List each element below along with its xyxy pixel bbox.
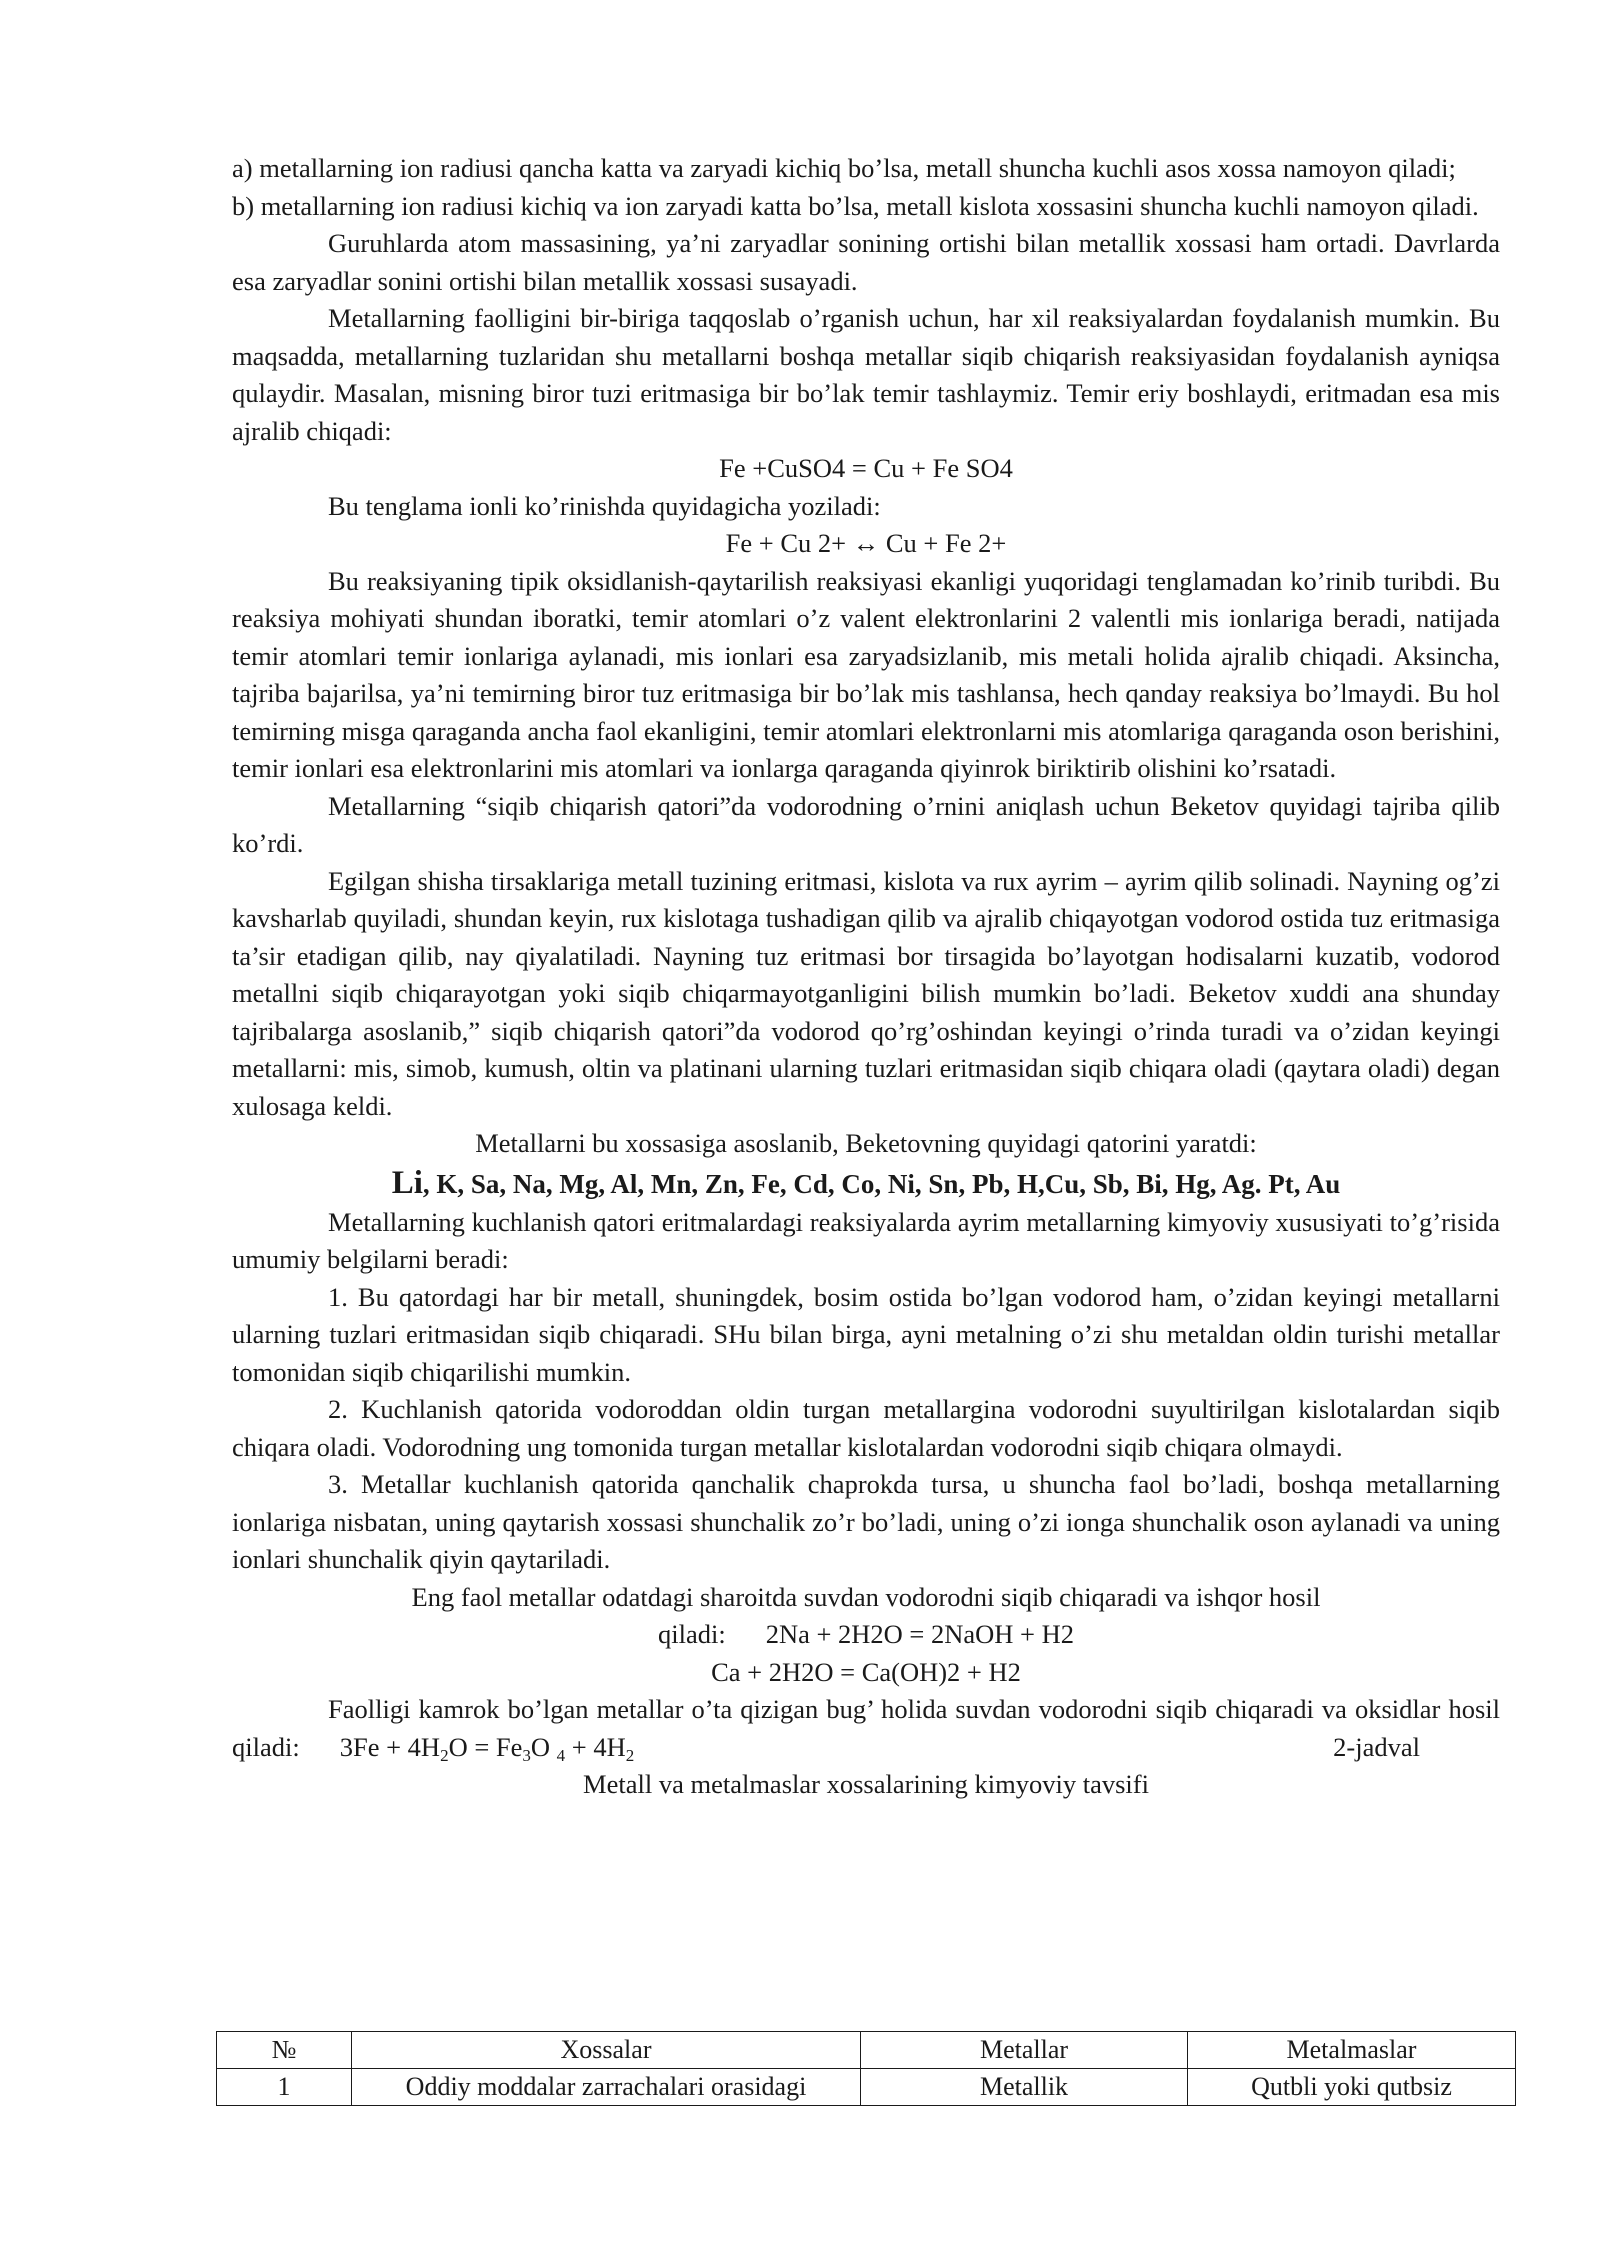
equation-2: Fe + Cu 2+ ↔ Cu + Fe 2+ bbox=[725, 528, 1007, 558]
cell-nonmetals: Qutbli yoki qutbsiz bbox=[1188, 2069, 1516, 2106]
paragraph-groups: Guruhlarda atom massasining, ya’ni zaryadlar sonining ortishi bilan metallik xossasi ham ortadi. Davrlarda esa zaryadlar sonini ortishi bilan metallik xossasi susayadi. bbox=[232, 228, 1500, 296]
table-header-row bbox=[217, 2032, 1516, 2069]
equation-1: Fe +CuSO4 = Cu + Fe SO4 bbox=[719, 453, 1013, 483]
paragraph-rule-2: 2. Kuchlanish qatorida vodoroddan oldin turgan metallargina vodorodni suyultirilgan kislotalardan siqib chiqara oladi. Vodorodning ung tomonida turgan metallar kislotalardan vodorodni siqib chiqara olmaydi. bbox=[232, 1394, 1500, 1462]
paragraph-less-active bbox=[232, 1691, 1500, 1766]
paragraph-a: a) metallarning ion radiusi qancha katta va zaryadi kichiq bo’lsa, metall shuncha kuchli asos xossa namoyon qiladi; bbox=[232, 153, 1456, 183]
paragraph-ionic: Bu tenglama ionli ko’rinishda quyidagicha yoziladi: bbox=[328, 490, 881, 521]
active-metals-continuation: qiladi: bbox=[657, 1619, 726, 1649]
paragraph-b: b) metallarning ion radiusi kichiq va ion zaryadi katta bo’lsa, metall kislota xossasini shuncha kuchli namoyon qiladi. bbox=[232, 190, 1479, 221]
paragraph-voltage: Metallarning kuchlanish qatori eritmalardagi reaksiyalarda ayrim metallarning kimyoviy xususiyati to’g’risida umumiy belgilarni beradi: bbox=[232, 1206, 1500, 1274]
document-body bbox=[232, 150, 1500, 1804]
cell-property: Oddiy moddalar zarrachalari orasidagi bbox=[352, 2069, 861, 2106]
header-metals: Metallar bbox=[861, 2032, 1188, 2069]
table-caption: Metall va metalmaslar xossalarining kimyoviy tavsifi bbox=[583, 1769, 1149, 1799]
series-first-element: Li bbox=[391, 1164, 423, 1201]
header-nonmetals: Metalmaslar bbox=[1188, 2032, 1516, 2069]
series-remaining-elements: , K, Sa, Na, Mg, Al, Mn, Zn, Fe, Cd, Co, Ni, Sn, Pb, H,Cu, Sb, Bi, Hg, Ag. Pt, Au bbox=[422, 1168, 1341, 1199]
cell-number: 1 bbox=[217, 2069, 352, 2106]
paragraph-beketov-1: Metallarning “siqib chiqarish qatori”da vodorodning o’rnini aniqlash uchun Beketov quyidagi tajriba qilib ko’rdi. bbox=[232, 790, 1500, 858]
equation-4: Ca + 2H2O = Ca(OH)2 + H2 bbox=[711, 1656, 1021, 1687]
paragraph-beketov-2: Egilgan shisha tirsaklariga metall tuzining eritmasi, kislota va rux ayrim – ayrim qilib solinadi. Nayning og’zi kavsharlab quyiladi, shundan keyin, rux kislotaga tushadigan qilib va ajralib chiqayotgan vodorod ostida tuz eritmasiga ta’sir etadigan qilib, nay qiyalatiladi. Nayning tuz eritmasi bor tirsagida bo’layotgan hodisalarni kuzatib, vodorod metallni siqib chiqarayotgan yoki siqib chiqarmayotganligini bilish mumkin bo’ladi. Beketov xuddi ana shunday tajribalarga asoslanib,” siqib chiqarish qatori”da vodorod qo’rg’oshindan keyingi o’rinda turadi va o’zidan keyingi metallarni: mis, simob, kumush, oltin va platinani ularning tuzlari eritmasidan siqib chiqara oladi (qaytara oladi) degan xulosaga keldi. bbox=[232, 865, 1500, 1121]
paragraph-rule-1: 1. Bu qatordagi har bir metall, shuningdek, bosim ostida bo’lgan vodorod ham, o’zidan keyingi metallarni ularning tuzlari eritmasidan siqib chiqaradi. SHu bilan birga, ayni metalning o’zi shu metaldan oldin turishi metallar tomonidan siqib chiqarilishi mumkin. bbox=[232, 1281, 1500, 1387]
equation-3-row bbox=[232, 1616, 1500, 1654]
paragraph-compare: Metallarning faolligini bir-biriga taqqoslab o’rganish uchun, har xil reaksiyalardan foydalanish mumkin. Bu maqsadda, metallarning tuzlaridan shu metallarni boshqa metallar siqib chiqarish reaksiyasidan foydalanish ayniqsa qulaydir. Masalan, misning biror tuzi eritmasiga bir bo’lak temir tashlaymiz. Temir eriy boshlaydi, eritmadan esa mis ajralib chiqadi: bbox=[232, 303, 1500, 446]
paragraph-series-intro: Metallarni bu xossasiga asoslanib, Beketovning quyidagi qatorini yaratdi: bbox=[475, 1128, 1257, 1158]
equation-5: $3Fe + 4H_2O = Fe_3O$ $_4 + 4H_2$ bbox=[339, 1731, 635, 1765]
activity-series bbox=[232, 1163, 1500, 1204]
paragraph-redox: Bu reaksiyaning tipik oksidlanish-qaytarilish reaksiyasi ekanligi yuqoridagi tenglamadan ko’rinib turibdi. Bu reaksiya mohiyati shundan iboratki, temir atomlari o’z valent elektronlarini 2 valentli mis ionlariga beradi, natijada temir atomlari temir ionlariga aylanadi, mis ionlari esa zaryadsizlanib, mis metali holida ajralib chiqadi. Aksincha, tajriba bajarilsa, ya’ni temirning biror tuz eritmasiga bir bo’lak mis tashlansa, hech qanday reaksiya bo’lmaydi. Bu hol temirning misga qaraganda ancha faol ekanligini, temir atomlari elektronlarni mis atomlariga qaraganda oson berishini, temir ionlari esa elektronlarini mis atomlari va ionlarga qaraganda qiyinrok biriktirib olishini ko’rsatadi. bbox=[232, 565, 1500, 783]
paragraph-active-metals: Eng faol metallar odatdagi sharoitda suvdan vodorodni siqib chiqaradi va ishqor hosil bbox=[411, 1581, 1321, 1612]
table-row bbox=[217, 2069, 1516, 2106]
header-number: № bbox=[217, 2032, 352, 2069]
table-reference: 2-jadval bbox=[1333, 1731, 1420, 1762]
properties-table bbox=[216, 2031, 1516, 2106]
paragraph-rule-3: 3. Metallar kuchlanish qatorida qanchalik chaprokda tursa, u shuncha faol bo’ladi, boshqa metallarning ionlariga nisbatan, uning qaytarish xossasi shunchalik zo’r bo’ladi, uning o’zi ionga shunchalik oson aylanadi va uning ionlari shunchalik qiyin qaytariladi. bbox=[232, 1469, 1500, 1574]
cell-metals: Metallik bbox=[861, 2069, 1188, 2106]
less-active-text: Faolligi kamrok bo’lgan metallar o’ta qizigan bug’ holida suvdan vodorodni siqib chiqaradi va oksidlar hosil qiladi: bbox=[232, 1694, 1500, 1762]
header-properties: Xossalar bbox=[352, 2032, 861, 2069]
equation-3: 2Na + 2H2O = 2NaOH + H2 bbox=[765, 1619, 1075, 1649]
